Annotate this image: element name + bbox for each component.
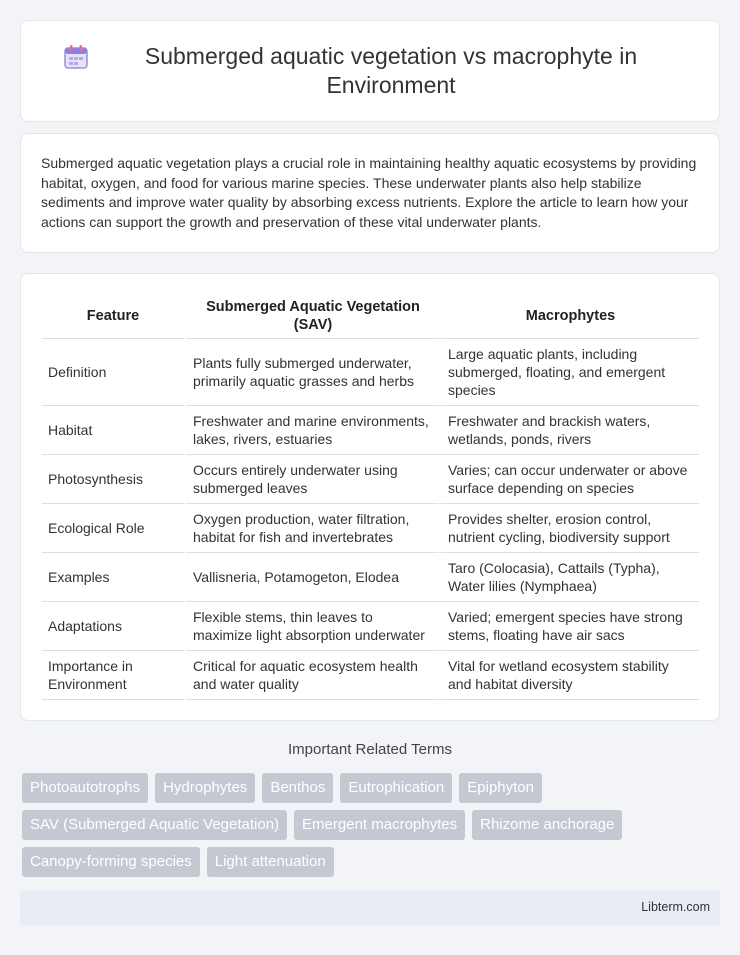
macrophyte-cell: Large aquatic plants, including submerged, floating, and emergent species [439, 339, 699, 406]
header-sav: Submerged Aquatic Vegetation (SAV) [184, 294, 439, 339]
sav-cell: Plants fully submerged underwater, primarily aquatic grasses and herbs [184, 339, 439, 406]
page-title: Submerged aquatic vegetation vs macrophyte in Environment [144, 43, 638, 98]
related-terms-list [22, 773, 722, 877]
sav-cell: Oxygen production, water filtration, habitat for fish and invertebrates [184, 504, 439, 553]
feature-cell: Importance in Environment [42, 651, 184, 700]
intro-paragraph: Submerged aquatic vegetation plays a crucial role in maintaining healthy aquatic ecosystems by providing habitat, oxygen, and food for various marine species. These underwater plants also help stabilize sediments and improve water quality by absorbing excess nutrients. Explore the article to learn how your actions can support the growth and preservation of these vital underwater plants. [41, 155, 697, 230]
related-terms-title: Important Related Terms [288, 741, 452, 758]
table-row [42, 339, 699, 406]
term-tag[interactable]: Eutrophication [340, 773, 452, 803]
feature-cell: Examples [42, 553, 184, 602]
comparison-table [42, 294, 699, 700]
intro-card [20, 133, 720, 253]
calendar-icon [61, 42, 91, 72]
macrophyte-cell: Vital for wetland ecosystem stability and habitat diversity [439, 651, 699, 700]
term-tag[interactable]: Rhizome anchorage [472, 810, 622, 840]
table-row [42, 651, 699, 700]
term-tag[interactable]: Emergent macrophytes [294, 810, 465, 840]
sav-cell: Occurs entirely underwater using submerged leaves [184, 455, 439, 504]
feature-cell: Photosynthesis [42, 455, 184, 504]
table-row [42, 406, 699, 455]
table-row [42, 602, 699, 651]
feature-cell: Habitat [42, 406, 184, 455]
term-tag[interactable]: Epiphyton [459, 773, 542, 803]
macrophyte-cell: Varies; can occur underwater or above surface depending on species [439, 455, 699, 504]
comparison-card [20, 273, 720, 721]
macrophyte-cell: Taro (Colocasia), Cattails (Typha), Water lilies (Nymphaea) [439, 553, 699, 602]
term-tag[interactable]: Hydrophytes [155, 773, 255, 803]
feature-cell: Ecological Role [42, 504, 184, 553]
term-tag[interactable]: Photoautotrophs [22, 773, 148, 803]
term-tag[interactable]: Canopy-forming species [22, 847, 200, 877]
macrophyte-cell: Varied; emergent species have strong stems, floating have air sacs [439, 602, 699, 651]
table-header-row [42, 294, 699, 339]
sav-cell: Critical for aquatic ecosystem health and water quality [184, 651, 439, 700]
header-feature: Feature [42, 294, 184, 339]
term-tag[interactable]: Light attenuation [207, 847, 334, 877]
footer-site-link[interactable]: Libterm.com [641, 900, 710, 914]
table-row [42, 504, 699, 553]
table-row [42, 455, 699, 504]
title-card [20, 20, 720, 122]
footer [20, 890, 720, 925]
term-tag[interactable]: SAV (Submerged Aquatic Vegetation) [22, 810, 287, 840]
feature-cell: Adaptations [42, 602, 184, 651]
macrophyte-cell: Freshwater and brackish waters, wetlands, ponds, rivers [439, 406, 699, 455]
sav-cell: Flexible stems, thin leaves to maximize light absorption underwater [184, 602, 439, 651]
header-macrophytes: Macrophytes [439, 294, 699, 339]
title-wrap [21, 21, 719, 121]
macrophyte-cell: Provides shelter, erosion control, nutrient cycling, biodiversity support [439, 504, 699, 553]
sav-cell: Freshwater and marine environments, lakes, rivers, estuaries [184, 406, 439, 455]
table-row [42, 553, 699, 602]
sav-cell: Vallisneria, Potamogeton, Elodea [184, 553, 439, 602]
term-tag[interactable]: Benthos [262, 773, 333, 803]
feature-cell: Definition [42, 339, 184, 406]
